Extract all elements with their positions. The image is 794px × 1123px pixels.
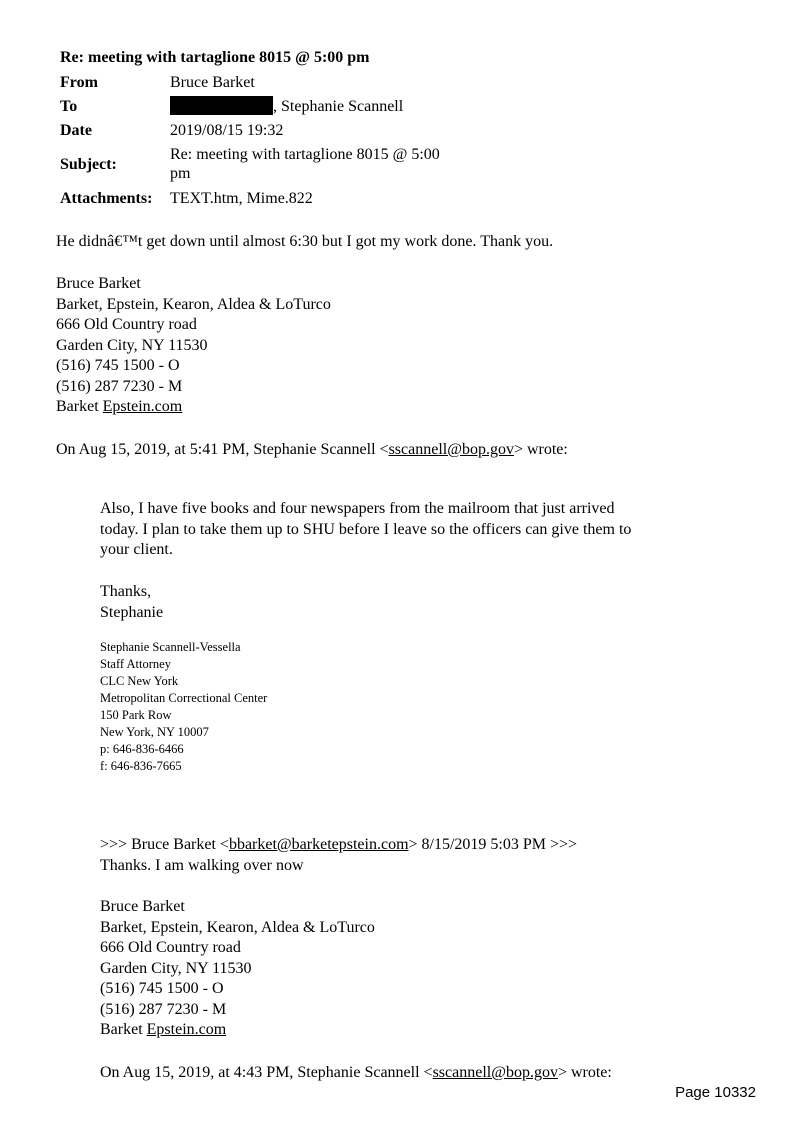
from-row <box>60 70 480 94</box>
quote1-email-link[interactable]: sscannell@bop.gov <box>388 441 514 458</box>
subject-row <box>60 142 480 186</box>
quote3-email-link[interactable]: sscannell@bop.gov <box>432 1064 558 1081</box>
date-row <box>60 118 480 142</box>
sig-web <box>100 1020 375 1041</box>
from-label: From <box>60 73 98 91</box>
quote3-suffix: > wrote: <box>557 1064 612 1081</box>
quoted-message <box>100 499 631 561</box>
sig-web-prefix: Barket <box>56 398 103 415</box>
sig-web-link[interactable]: Epstein.com <box>146 1021 227 1038</box>
signoff-name: Stephanie <box>100 603 164 621</box>
attachments-value: TEXT.htm, Mime.822 <box>170 189 313 207</box>
sig-phone-mobile: (516) 287 7230 - M <box>56 377 183 395</box>
quote2-block <box>100 835 577 876</box>
msg-line-1: Also, I have five books and four newspapers from the mailroom that just arrived <box>100 500 615 517</box>
sig-street: 666 Old Country road <box>100 939 241 956</box>
quote3-header <box>100 1063 612 1084</box>
sig-street: 666 Old Country road <box>56 316 197 333</box>
quoted-signoff <box>100 582 163 623</box>
attachments-row <box>60 186 480 210</box>
sig-web-link[interactable]: Epstein.com <box>102 398 183 415</box>
subject-line-1: Re: meeting with tartaglione 8015 @ 5:00 <box>170 146 440 163</box>
date-value: 2019/08/15 19:32 <box>170 121 284 139</box>
email-title: Re: meeting with tartaglione 8015 @ 5:00 pm <box>60 49 370 66</box>
sig-name: Bruce Barket <box>100 898 185 915</box>
quote2-text: Thanks. I am walking over now <box>100 856 304 874</box>
reply-text: He didnâ€™t get down until almost 6:30 but I got my work done. Thank you. <box>56 233 554 250</box>
sig-firm: Barket, Epstein, Kearon, Aldea & LoTurco <box>100 918 375 936</box>
attachments-label: Attachments: <box>60 189 153 207</box>
sig-city: Garden City, NY 11530 <box>100 959 252 977</box>
sig2-facility: Metropolitan Correctional Center <box>100 691 268 705</box>
msg-line-2: today. I plan to take them up to SHU before I leave so the officers can give them to <box>100 520 632 538</box>
quote1-header <box>56 440 568 461</box>
date-label: Date <box>60 121 92 139</box>
to-label: To <box>60 97 78 115</box>
quote2-email-link[interactable]: bbarket@barketepstein.com <box>228 836 409 853</box>
thanks-line: Thanks, <box>100 583 152 600</box>
sig2-fax: f: 646-836-7665 <box>100 759 182 773</box>
email-header-table <box>60 70 480 210</box>
quote1-prefix: On Aug 15, 2019, at 5:41 PM, Stephanie Scannell < <box>56 441 389 458</box>
quote1-suffix: > wrote: <box>513 441 568 458</box>
quote3-prefix: On Aug 15, 2019, at 4:43 PM, Stephanie Scannell < <box>100 1064 433 1081</box>
from-value: Bruce Barket <box>170 73 255 91</box>
msg-line-3: your client. <box>100 541 173 558</box>
subject-line-2: pm <box>170 165 191 182</box>
staff-signature <box>100 639 267 775</box>
to-value <box>170 94 480 118</box>
quote2-suffix: > 8/15/2019 5:03 PM >>> <box>408 836 578 853</box>
sig2-street: 150 Park Row <box>100 708 172 722</box>
to-row <box>60 94 480 118</box>
sig-phone-office: (516) 745 1500 - O <box>100 980 224 997</box>
sig-city: Garden City, NY 11530 <box>56 336 208 354</box>
signature-block-2 <box>100 897 375 1041</box>
quote2-prefix: >>> Bruce Barket < <box>100 836 229 853</box>
signature-block <box>56 274 331 418</box>
to-recipient: , Stephanie Scannell <box>273 98 404 115</box>
sig2-org: CLC New York <box>100 674 179 688</box>
sig-phone-office: (516) 745 1500 - O <box>56 357 180 374</box>
subject-label: Subject: <box>60 155 117 173</box>
sig2-name: Stephanie Scannell-Vessella <box>100 640 241 654</box>
redaction-box <box>170 96 273 115</box>
sig-phone-mobile: (516) 287 7230 - M <box>100 1000 227 1018</box>
sig-name: Bruce Barket <box>56 275 141 292</box>
page-number: Page 10332 <box>675 1084 756 1101</box>
sig-web <box>56 397 331 418</box>
sig-web-prefix: Barket <box>100 1021 147 1038</box>
subject-value <box>170 142 480 186</box>
sig-firm: Barket, Epstein, Kearon, Aldea & LoTurco <box>56 295 331 313</box>
sig2-city: New York, NY 10007 <box>100 725 209 739</box>
sig2-role: Staff Attorney <box>100 657 171 671</box>
sig2-phone: p: 646-836-6466 <box>100 742 184 756</box>
